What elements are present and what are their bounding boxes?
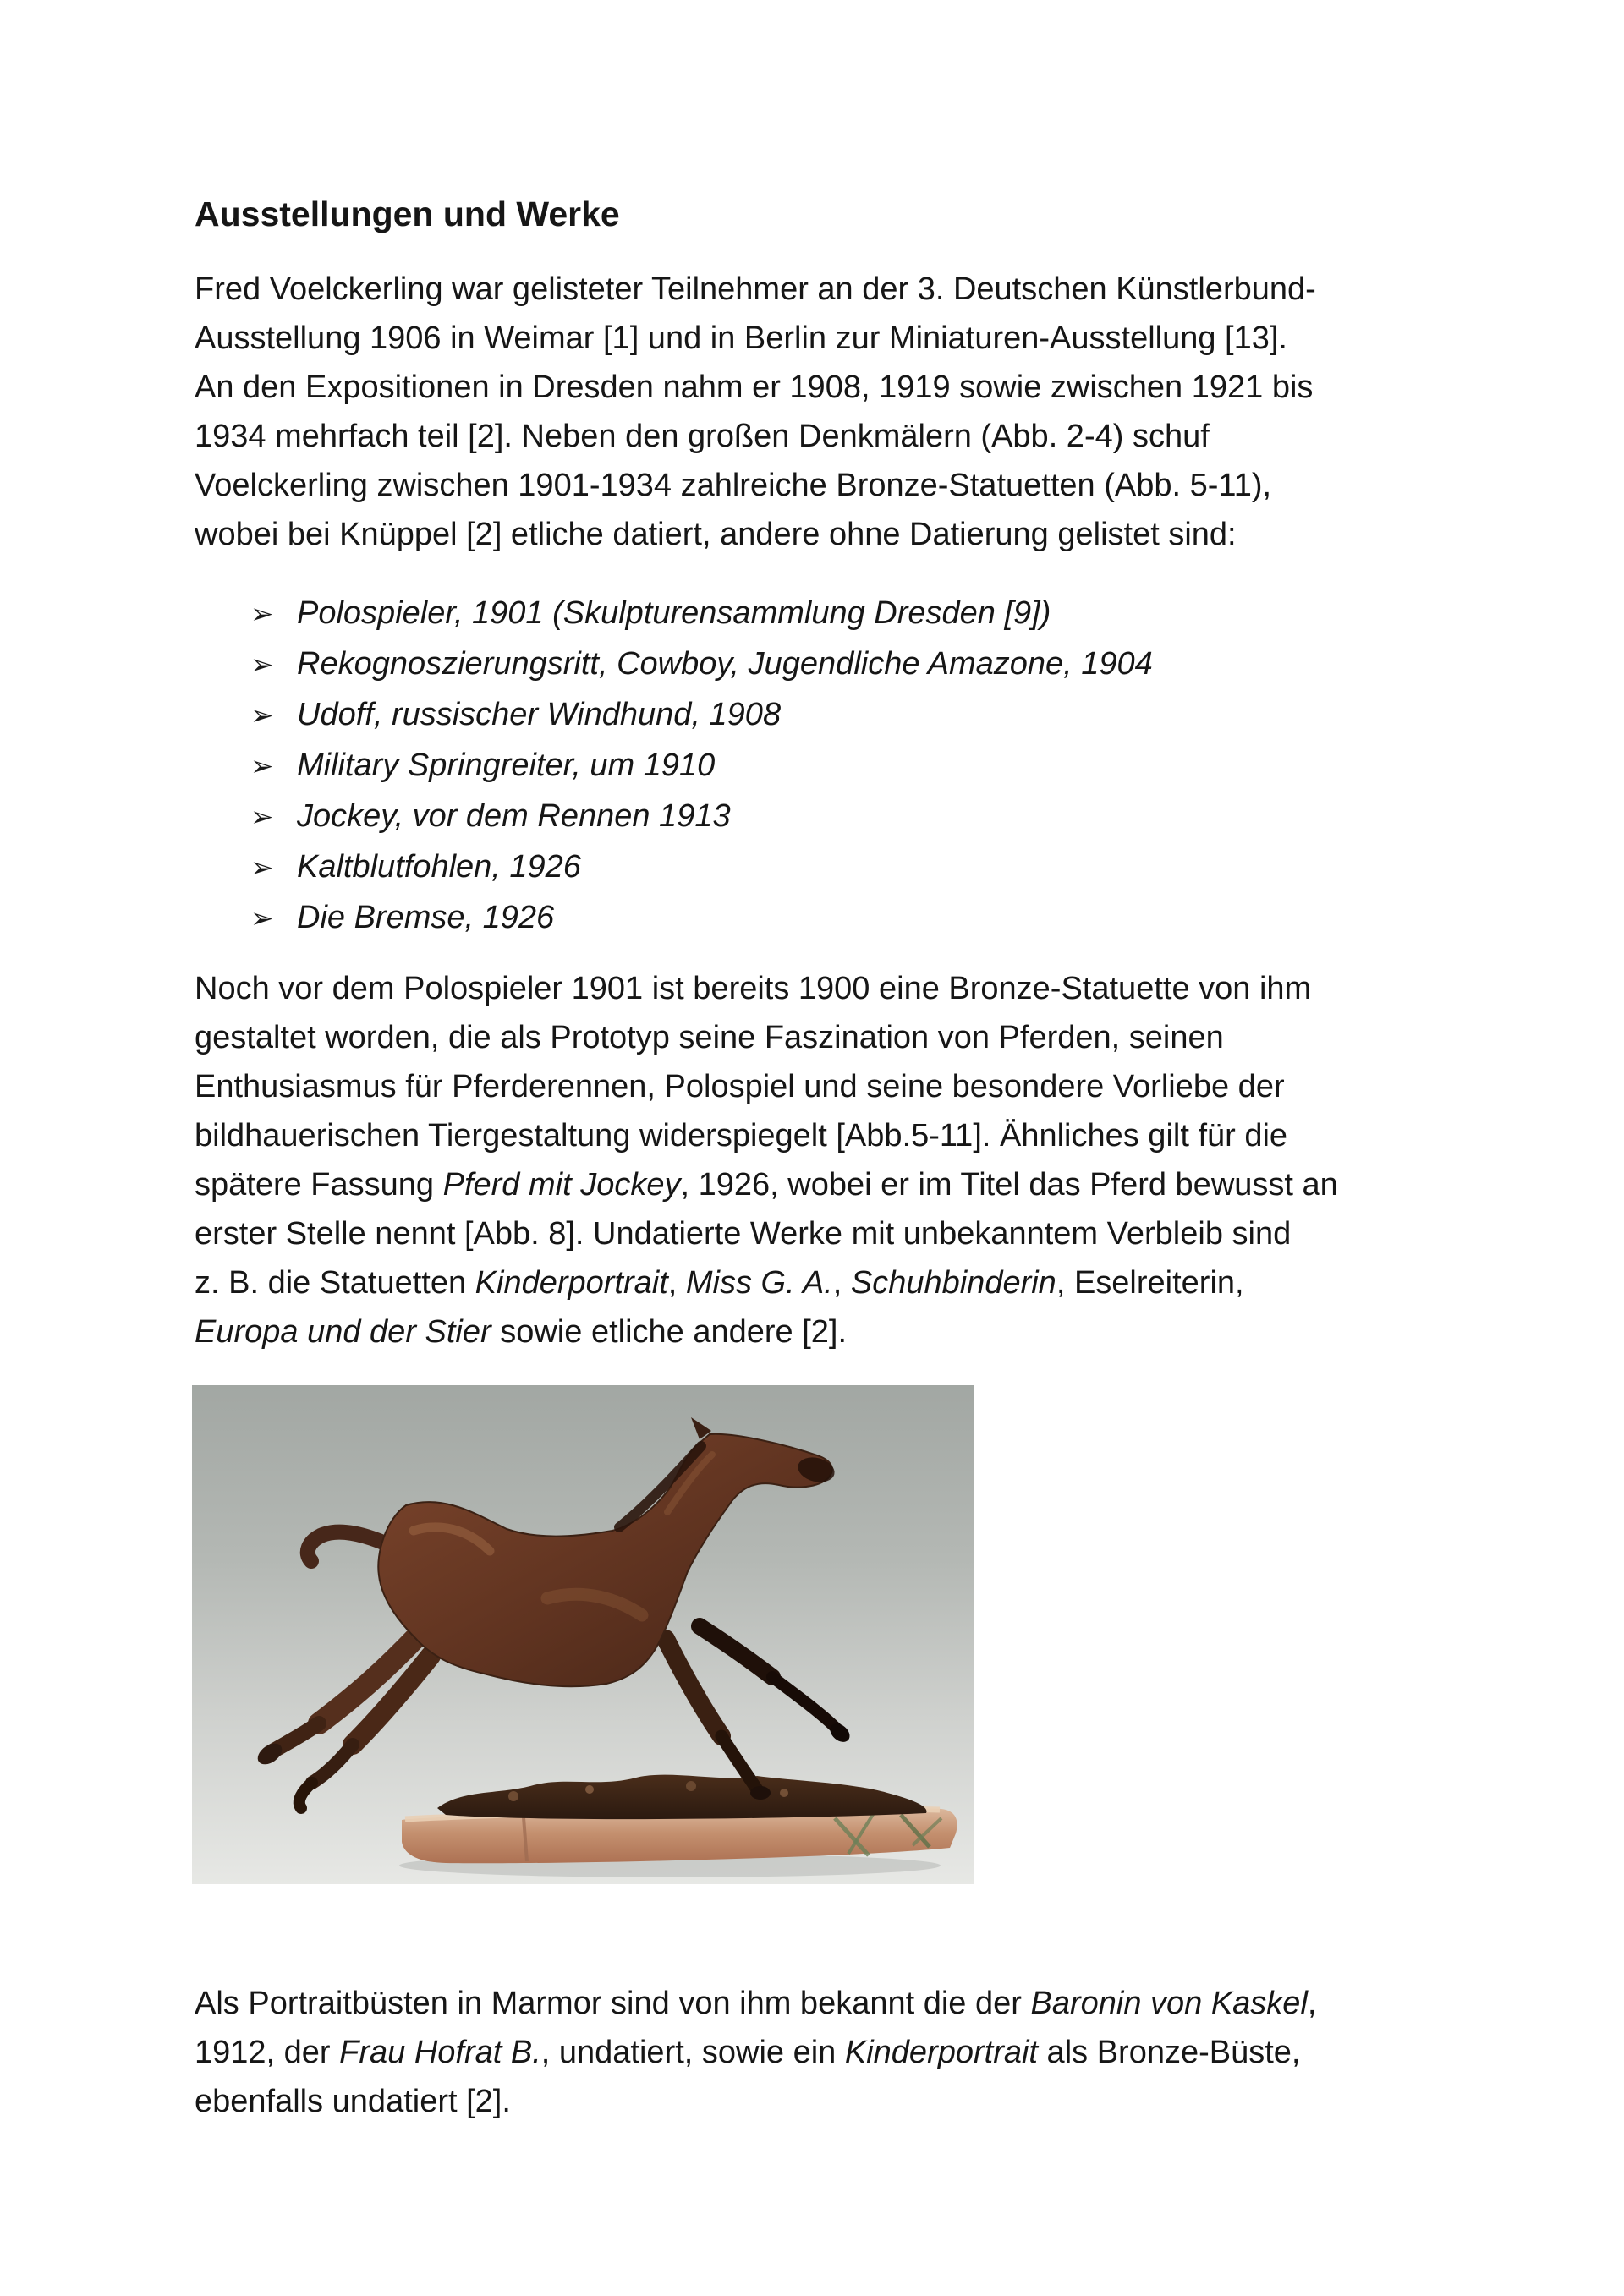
list-bullet-icon: ➢	[250, 597, 274, 630]
list-item-text: Udoff, russischer Windhund, 1908	[297, 697, 782, 732]
text-line	[195, 265, 1446, 314]
text-segment: sowie etliche andere [2].	[491, 1314, 848, 1350]
text-segment: bildhauerischen Tiergestaltung widerspiegelt [Abb.5-11]. Ähnliches gilt für die	[195, 1118, 1288, 1153]
text-line	[195, 1111, 1446, 1160]
list-bullet-icon: ➢	[250, 901, 274, 934]
text-line	[195, 412, 1446, 461]
text-line	[195, 1307, 1446, 1356]
text-segment: Europa und der Stier	[195, 1314, 491, 1350]
text-line	[195, 1209, 1446, 1258]
text-segment: gestaltet worden, die als Prototyp seine Faszination von Pferden, seinen	[195, 1020, 1224, 1055]
text-segment: Voelckerling zwischen 1901-1934 zahlreiche Bronze-Statuetten (Abb. 5-11),	[195, 468, 1272, 503]
list-item-text: Rekognoszierungsritt, Cowboy, Jugendliche Amazone, 1904	[297, 646, 1153, 682]
text-segment: Kinderportrait	[475, 1265, 668, 1301]
text-line	[195, 1062, 1446, 1111]
text-segment: Baronin von Kaskel	[1030, 1986, 1308, 2021]
text-line	[195, 510, 1446, 559]
list-item	[195, 588, 1446, 638]
list-item-text: Polospieler, 1901 (Skulpturensammlung Dresden [9])	[297, 595, 1051, 631]
text-line	[195, 2028, 1446, 2077]
text-segment: spätere Fassung	[195, 1167, 443, 1203]
text-segment: ,	[1307, 1986, 1317, 2021]
text-segment: Als Portraitbüsten in Marmor sind von ihm bekannt die der	[195, 1986, 1031, 2021]
figure-horse-statue-photo	[192, 1385, 974, 1884]
list-bullet-icon: ➢	[250, 648, 274, 681]
paragraph-intro	[195, 265, 1446, 559]
list-item-text: Die Bremse, 1926	[297, 900, 555, 935]
list-item	[195, 892, 1446, 943]
list-bullet-icon: ➢	[250, 800, 274, 833]
text-line	[195, 314, 1446, 363]
text-line	[195, 1258, 1446, 1307]
text-line	[195, 363, 1446, 412]
paragraph-busts	[195, 1979, 1446, 2126]
text-segment: Noch vor dem Polospieler 1901 ist bereits 1900 eine Bronze-Statuette von ihm	[195, 971, 1312, 1006]
text-segment: ,	[832, 1265, 851, 1301]
list-item-text: Jockey, vor dem Rennen 1913	[297, 798, 731, 834]
text-segment: als Bronze-Büste,	[1038, 2035, 1301, 2070]
list-item	[195, 740, 1446, 791]
text-segment: ebenfalls undatiert [2].	[195, 2084, 511, 2119]
horse-statue-graphic	[192, 1385, 974, 1884]
text-segment: , 1926, wobei er im Titel das Pferd bewusst an	[680, 1167, 1338, 1203]
text-segment: ,	[667, 1265, 686, 1301]
text-segment: erster Stelle nennt [Abb. 8]. Undatierte Werke mit unbekanntem Verbleib sind	[195, 1216, 1292, 1252]
list-item	[195, 841, 1446, 892]
page-title: Ausstellungen und Werke	[195, 195, 620, 233]
text-segment: Ausstellung 1906 in Weimar [1] und in Berlin zur Miniaturen-Ausstellung [13].	[195, 321, 1287, 356]
paragraph-statuettes	[195, 964, 1446, 1356]
text-segment: z. B. die Statuetten	[195, 1265, 475, 1301]
text-line	[195, 1979, 1446, 2028]
text-segment: 1934 mehrfach teil [2]. Neben den großen Denkmälern (Abb. 2-4) schuf	[195, 419, 1210, 454]
text-segment: , undatiert, sowie ein	[540, 2035, 845, 2070]
horse-hoof-on-mound	[750, 1786, 771, 1800]
text-segment: Kinderportrait	[844, 2035, 1038, 2070]
list-bullet-icon: ➢	[250, 851, 274, 884]
text-segment: Pferd mit Jockey	[442, 1167, 681, 1203]
text-segment: Miss G. A.	[685, 1265, 833, 1301]
text-segment: Schuhbinderin	[850, 1265, 1056, 1301]
text-segment: Fred Voelckerling war gelisteter Teilnehmer an der 3. Deutschen Künstlerbund-	[195, 271, 1316, 307]
list-item-text: Military Springreiter, um 1910	[297, 748, 716, 783]
text-line	[195, 964, 1446, 1013]
text-segment: Enthusiasmus für Pferderennen, Polospiel und seine besondere Vorliebe der	[195, 1069, 1285, 1104]
list-item	[195, 638, 1446, 689]
list-bullet-icon: ➢	[250, 749, 274, 782]
list-bullet-icon: ➢	[250, 699, 274, 732]
text-segment: 1912, der	[195, 2035, 340, 2070]
text-line	[195, 461, 1446, 510]
text-line	[195, 1013, 1446, 1062]
text-segment: , Eselreiterin,	[1056, 1265, 1244, 1301]
list-item-text: Kaltblutfohlen, 1926	[297, 849, 581, 885]
text-line	[195, 2077, 1446, 2126]
text-line	[195, 1160, 1446, 1209]
works-list	[195, 588, 1446, 943]
text-segment: Frau Hofrat B.	[339, 2035, 541, 2070]
text-segment: wobei bei Knüppel [2] etliche datiert, andere ohne Datierung gelistet sind:	[195, 517, 1237, 552]
list-item	[195, 689, 1446, 740]
text-segment: An den Expositionen in Dresden nahm er 1908, 1919 sowie zwischen 1921 bis	[195, 370, 1314, 405]
list-item	[195, 791, 1446, 841]
